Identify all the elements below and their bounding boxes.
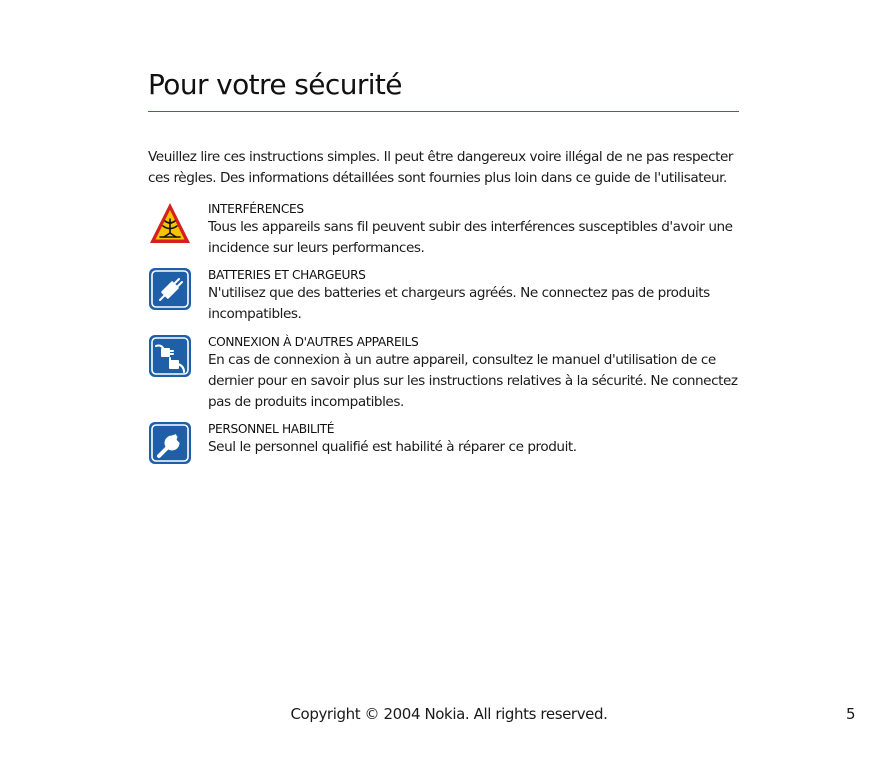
interference-warning-icon bbox=[148, 201, 192, 245]
title-divider bbox=[148, 111, 739, 112]
item-heading: PERSONNEL HABILITÉ bbox=[208, 422, 335, 436]
connector-plug-icon bbox=[148, 334, 192, 378]
item-body: Tous les appareils sans fil peuvent subir des interférences susceptibles d'avoir une incidence sur leurs performances. bbox=[208, 219, 733, 256]
item-body: En cas de connexion à un autre appareil, consultez le manuel d'utilisation de ce dernier pour en savoir plus sur les instructions relatives à la sécurité. Ne connectez pas de produits incompatibles. bbox=[208, 352, 738, 410]
intro-paragraph: Veuillez lire ces instructions simples. Il peut être dangereux voire illégal de ne pas respecter ces règles. Des informations détaillées sont fournies plus loin dans ce guide de l'utilisateur. bbox=[148, 149, 734, 186]
item-body: Seul le personnel qualifié est habilité à réparer ce produit. bbox=[208, 439, 577, 455]
battery-charger-icon bbox=[148, 267, 192, 311]
wrench-icon bbox=[148, 421, 192, 465]
footer-copyright: Copyright © 2004 Nokia. All rights reserved. bbox=[290, 705, 608, 723]
item-heading: INTERFÉRENCES bbox=[208, 202, 304, 216]
item-heading: CONNEXION À D'AUTRES APPAREILS bbox=[208, 335, 419, 349]
item-heading: BATTERIES ET CHARGEURS bbox=[208, 268, 366, 282]
item-body: N'utilisez que des batteries et chargeurs agréés. Ne connectez pas de produits incompatibles. bbox=[208, 285, 710, 322]
page-title: Pour votre sécurité bbox=[148, 68, 402, 101]
page-number: 5 bbox=[846, 705, 856, 723]
